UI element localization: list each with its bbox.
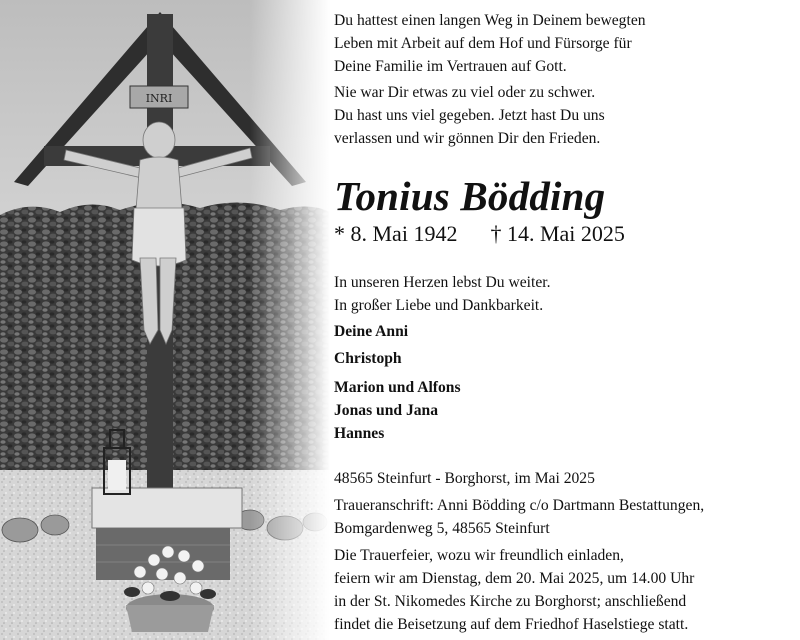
mourner-name: Christoph [334,350,402,367]
poem-line: Deine Familie im Vertrauen auf Gott. [334,58,567,75]
poem-line: Leben mit Arbeit auf dem Hof und Fürsorge für [334,35,632,52]
photo-fade-overlay [250,0,330,640]
mourner-name: Jonas und Jana [334,402,439,419]
deceased-name: Tonius Bödding [334,173,606,219]
mourner-name: Marion und Alfons [334,379,461,396]
address-line: Bomgardenweg 5, 48565 Steinfurt [334,520,550,537]
message-line: In unseren Herzen lebst Du weiter. [334,274,551,291]
mourner-name: Deine Anni [334,323,409,340]
poem-line: verlassen und wir gönnen Dir den Frieden. [334,130,601,147]
poem-line: Du hast uns viel gegeben. Jetzt hast Du uns [334,107,605,124]
mourner-name: Hannes [334,425,385,442]
service-line: Die Trauerfeier, wozu wir freundlich einladen, [334,547,624,564]
message-line: In großer Liebe und Dankbarkeit. [334,297,544,314]
service-line: feiern wir am Dienstag, dem 20. Mai 2025, um 14.00 Uhr [334,570,695,587]
service-line: findet die Beisetzung auf dem Friedhof Haselstiege statt. [334,616,689,633]
birth-date: * 8. Mai 1942 [334,221,458,246]
service-line: in der St. Nikomedes Kirche zu Borghorst; anschließend [334,593,687,610]
crucifix-photo [0,0,330,640]
address-line: Traueranschrift: Anni Bödding c/o Dartmann Bestattungen, [334,497,705,514]
poem-line: Du hattest einen langen Weg in Deinem bewegten [334,12,646,29]
place-date: 48565 Steinfurt - Borghorst, im Mai 2025 [334,470,595,487]
svg-text:INRI: INRI [145,92,173,105]
life-dates [334,220,625,248]
poem-line: Nie war Dir etwas zu viel oder zu schwer. [334,84,596,101]
death-date: † 14. Mai 2025 [490,221,625,246]
